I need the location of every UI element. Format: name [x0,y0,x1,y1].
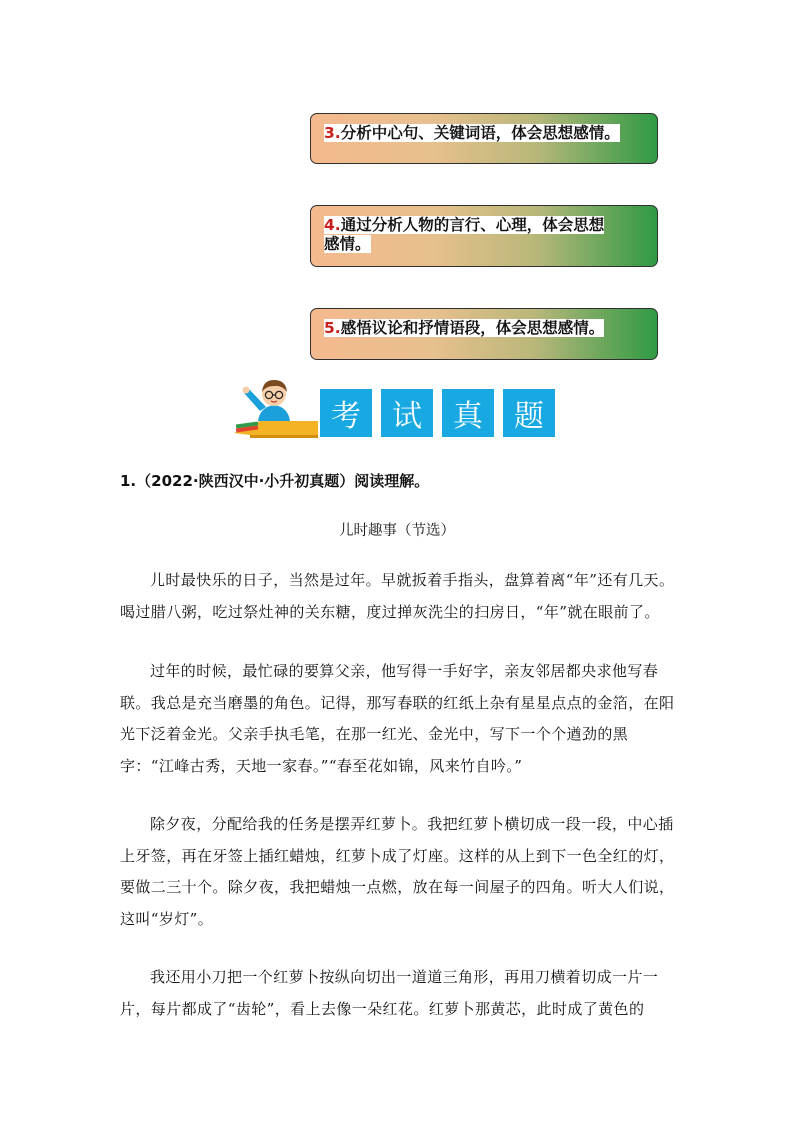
article-title: 儿时趣事（节选） [339,523,455,539]
exam-banner [230,377,560,439]
tip-number: 5. [324,319,341,337]
banner-char-shi: 试 [381,389,433,437]
tip-text-5 [324,319,645,338]
tip-number: 3. [324,124,341,142]
question-title: 1.（2022·陕西汉中·小升初真题）阅读理解。 [120,472,430,490]
banner-char-kao: 考 [320,389,372,437]
tip-line: 分析中心句、关键词语，体会思想感情。 [340,124,620,142]
banner-char-ti: 题 [503,389,555,437]
tip-text-4 [324,216,645,254]
tip-number: 4. [324,216,341,234]
tip-text-3 [324,124,645,143]
article-paragraph-1: 儿时最快乐的日子，当然是过年。早就扳着手指头，盘算着离“年”还有几天。喝过腊八粥，吃过祭灶神的关东糖，度过掸灰洗尘的扫房日，“年”就在眼前了。 [120,571,675,621]
banner-char-zhen: 真 [442,389,494,437]
tip-box-3 [310,113,658,164]
article-paragraph-4: 我还用小刀把一个红萝卜按纵向切出一道道三角形，再用刀横着切成一片一片，每片都成了“齿轮”，看上去像一朵红花。红萝卜那黄芯，此时成了黄色的 [120,968,659,1018]
article-paragraph-2: 过年的时候，最忙碌的要算父亲，他写得一手好字，亲友邻居都央求他写春联。我总是充当磨墨的角色。记得，那写春联的红纸上杂有星星点点的金箔，在阳光下泛着金光。父亲手执毛笔，在那一红光、金光中，写下一个个遒劲的黑字：“江峰古秀，天地一家春。”“春至花如锦，风来竹自吟。” [120,662,675,775]
tip-line: 通过分析人物的言行、心理，体会思想 [340,216,605,234]
article-paragraph-3: 除夕夜，分配给我的任务是摆弄红萝卜。我把红萝卜横切成一段一段，中心插上牙签，再在牙签上插红蜡烛，红萝卜成了灯座。这样的从上到下一色全红的灯，要做二三十个。除夕夜，我把蜡烛一点燃，放在每一间屋子的四角。听大人们说，这叫“岁灯”。 [120,815,675,928]
tip-box-4 [310,205,658,267]
tip-line: 感悟议论和抒情语段，体会思想感情。 [340,319,605,337]
tip-box-5 [310,308,658,360]
tip-line: 感情。 [324,235,371,253]
student-reading-icon [230,377,320,439]
